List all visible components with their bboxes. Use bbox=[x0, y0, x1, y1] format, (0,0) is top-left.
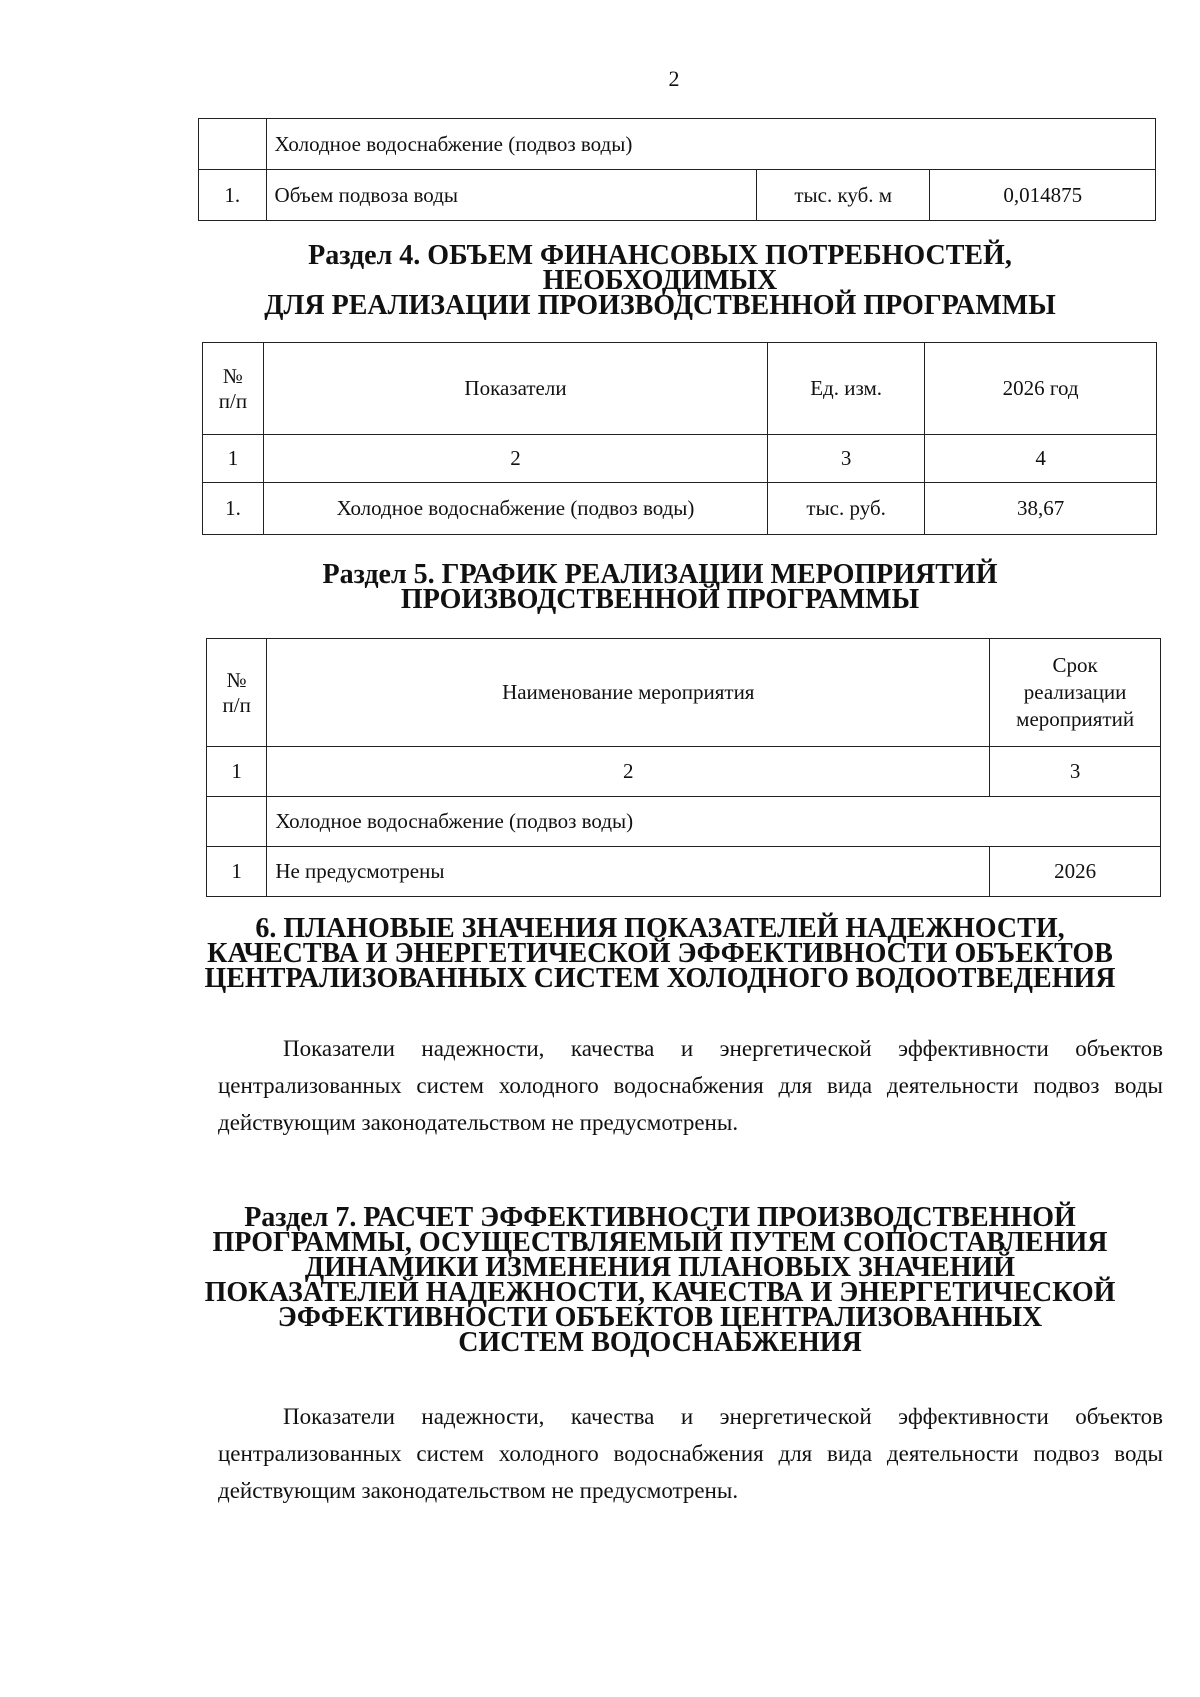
paragraph-text: Показатели надежности, качества и энергетической эффективности объектов централизованных систем холодного водоснабжения для вида деятельности подвоз воды действующим законодательством не предусмотрены. bbox=[218, 1404, 1163, 1503]
header-term-line3: мероприятий bbox=[1016, 707, 1135, 731]
table-cell-name: Не предусмотрены bbox=[267, 847, 990, 897]
header-num bbox=[207, 639, 267, 747]
heading-line: НЕОБХОДИМЫХ bbox=[542, 265, 778, 296]
section-7-heading bbox=[200, 1202, 1120, 1358]
table-cell-name: Холодное водоснабжение (подвоз воды) bbox=[263, 483, 767, 535]
section-7-paragraph bbox=[218, 1398, 1163, 1509]
table-cell-num: 1. bbox=[203, 483, 264, 535]
header-num-line2: п/п bbox=[222, 692, 251, 717]
heading-line: Раздел 5. ГРАФИК РЕАЛИЗАЦИИ МЕРОПРИЯТИЙ bbox=[322, 559, 998, 590]
financial-needs-table bbox=[202, 342, 1157, 535]
heading-line: ДИНАМИКИ ИЗМЕНЕНИЯ ПЛАНОВЫХ ЗНАЧЕНИЙ bbox=[304, 1252, 1016, 1283]
heading-line: ПРОИЗВОДСТВЕННОЙ ПРОГРАММЫ bbox=[400, 584, 920, 615]
heading-line: СИСТЕМ ВОДОСНАБЖЕНИЯ bbox=[458, 1327, 862, 1358]
table-section-row bbox=[199, 119, 1156, 170]
page-number: 2 bbox=[668, 66, 680, 91]
table-header-row bbox=[207, 639, 1161, 747]
heading-line: Раздел 4. ОБЪЕМ ФИНАНСОВЫХ ПОТРЕБНОСТЕЙ, bbox=[308, 240, 1012, 271]
header-term bbox=[990, 639, 1161, 747]
table-cell-num: 1. bbox=[199, 170, 267, 221]
table-cell-value: 0,014875 bbox=[930, 170, 1156, 221]
header-num-line1: № bbox=[222, 363, 243, 388]
header-unit: Ед. изм. bbox=[768, 343, 925, 435]
header-year: 2026 год bbox=[925, 343, 1157, 435]
index-cell: 1 bbox=[203, 435, 264, 483]
table-index-row bbox=[207, 747, 1161, 797]
header-num-line1: № bbox=[226, 667, 247, 692]
section-6-heading bbox=[200, 913, 1120, 994]
heading-line: ПРОГРАММЫ, ОСУЩЕСТВЛЯЕМЫЙ ПУТЕМ СОПОСТАВЛЕНИЯ bbox=[212, 1227, 1108, 1258]
table-section-label: Холодное водоснабжение (подвоз воды) bbox=[267, 797, 1161, 847]
section-5-heading bbox=[200, 559, 1120, 615]
paragraph-text: Показатели надежности, качества и энергетической эффективности объектов централизованных систем холодного водоснабжения для вида деятельности подвоз воды действующим законодательством не предусмотрены. bbox=[218, 1036, 1163, 1135]
heading-line: КАЧЕСТВА И ЭНЕРГЕТИЧЕСКОЙ ЭФФЕКТИВНОСТИ ОБЪЕКТОВ bbox=[207, 938, 1113, 969]
heading-line: ДЛЯ РЕАЛИЗАЦИИ ПРОИЗВОДСТВЕННОЙ ПРОГРАММЫ bbox=[264, 290, 1056, 321]
table-cell-unit: тыс. куб. м bbox=[756, 170, 930, 221]
table-cell-name: Объем подвоза воды bbox=[266, 170, 756, 221]
table-section-label: Холодное водоснабжение (подвоз воды) bbox=[266, 119, 1155, 170]
table-index-row bbox=[203, 435, 1157, 483]
heading-line: 6. ПЛАНОВЫЕ ЗНАЧЕНИЯ ПОКАЗАТЕЛЕЙ НАДЕЖНОСТИ, bbox=[255, 913, 1065, 944]
table-header-row bbox=[203, 343, 1157, 435]
section-6-paragraph bbox=[218, 1030, 1163, 1141]
table-row bbox=[207, 847, 1161, 897]
table-cell-value: 38,67 bbox=[925, 483, 1157, 535]
section-4-heading bbox=[200, 240, 1120, 321]
header-indicator: Показатели bbox=[263, 343, 767, 435]
index-cell: 3 bbox=[768, 435, 925, 483]
table-cell-unit: тыс. руб. bbox=[768, 483, 925, 535]
water-volume-table bbox=[198, 118, 1156, 221]
header-term-line1: Срок bbox=[1052, 653, 1098, 677]
table-cell-num: 1 bbox=[207, 847, 267, 897]
index-cell: 4 bbox=[925, 435, 1157, 483]
index-cell: 3 bbox=[990, 747, 1161, 797]
heading-line: ЦЕНТРАЛИЗОВАННЫХ СИСТЕМ ХОЛОДНОГО ВОДООТВЕДЕНИЯ bbox=[204, 963, 1116, 994]
table-section-row bbox=[207, 797, 1161, 847]
heading-line: Раздел 7. РАСЧЕТ ЭФФЕКТИВНОСТИ ПРОИЗВОДСТВЕННОЙ bbox=[244, 1202, 1076, 1233]
table-cell-term: 2026 bbox=[990, 847, 1161, 897]
header-num bbox=[203, 343, 264, 435]
heading-line: ЭФФЕКТИВНОСТИ ОБЪЕКТОВ ЦЕНТРАЛИЗОВАННЫХ bbox=[277, 1302, 1043, 1333]
header-event-name: Наименование мероприятия bbox=[267, 639, 990, 747]
header-term-line2: реализации bbox=[1023, 680, 1127, 704]
heading-line: ПОКАЗАТЕЛЕЙ НАДЕЖНОСТИ, КАЧЕСТВА И ЭНЕРГЕТИЧЕСКОЙ bbox=[204, 1277, 1116, 1308]
table-cell-empty bbox=[199, 119, 267, 170]
table-row bbox=[203, 483, 1157, 535]
index-cell: 1 bbox=[207, 747, 267, 797]
header-num-line2: п/п bbox=[218, 388, 248, 413]
index-cell: 2 bbox=[263, 435, 767, 483]
table-cell-empty bbox=[207, 797, 267, 847]
schedule-table bbox=[206, 638, 1161, 897]
index-cell: 2 bbox=[267, 747, 990, 797]
table-row bbox=[199, 170, 1156, 221]
